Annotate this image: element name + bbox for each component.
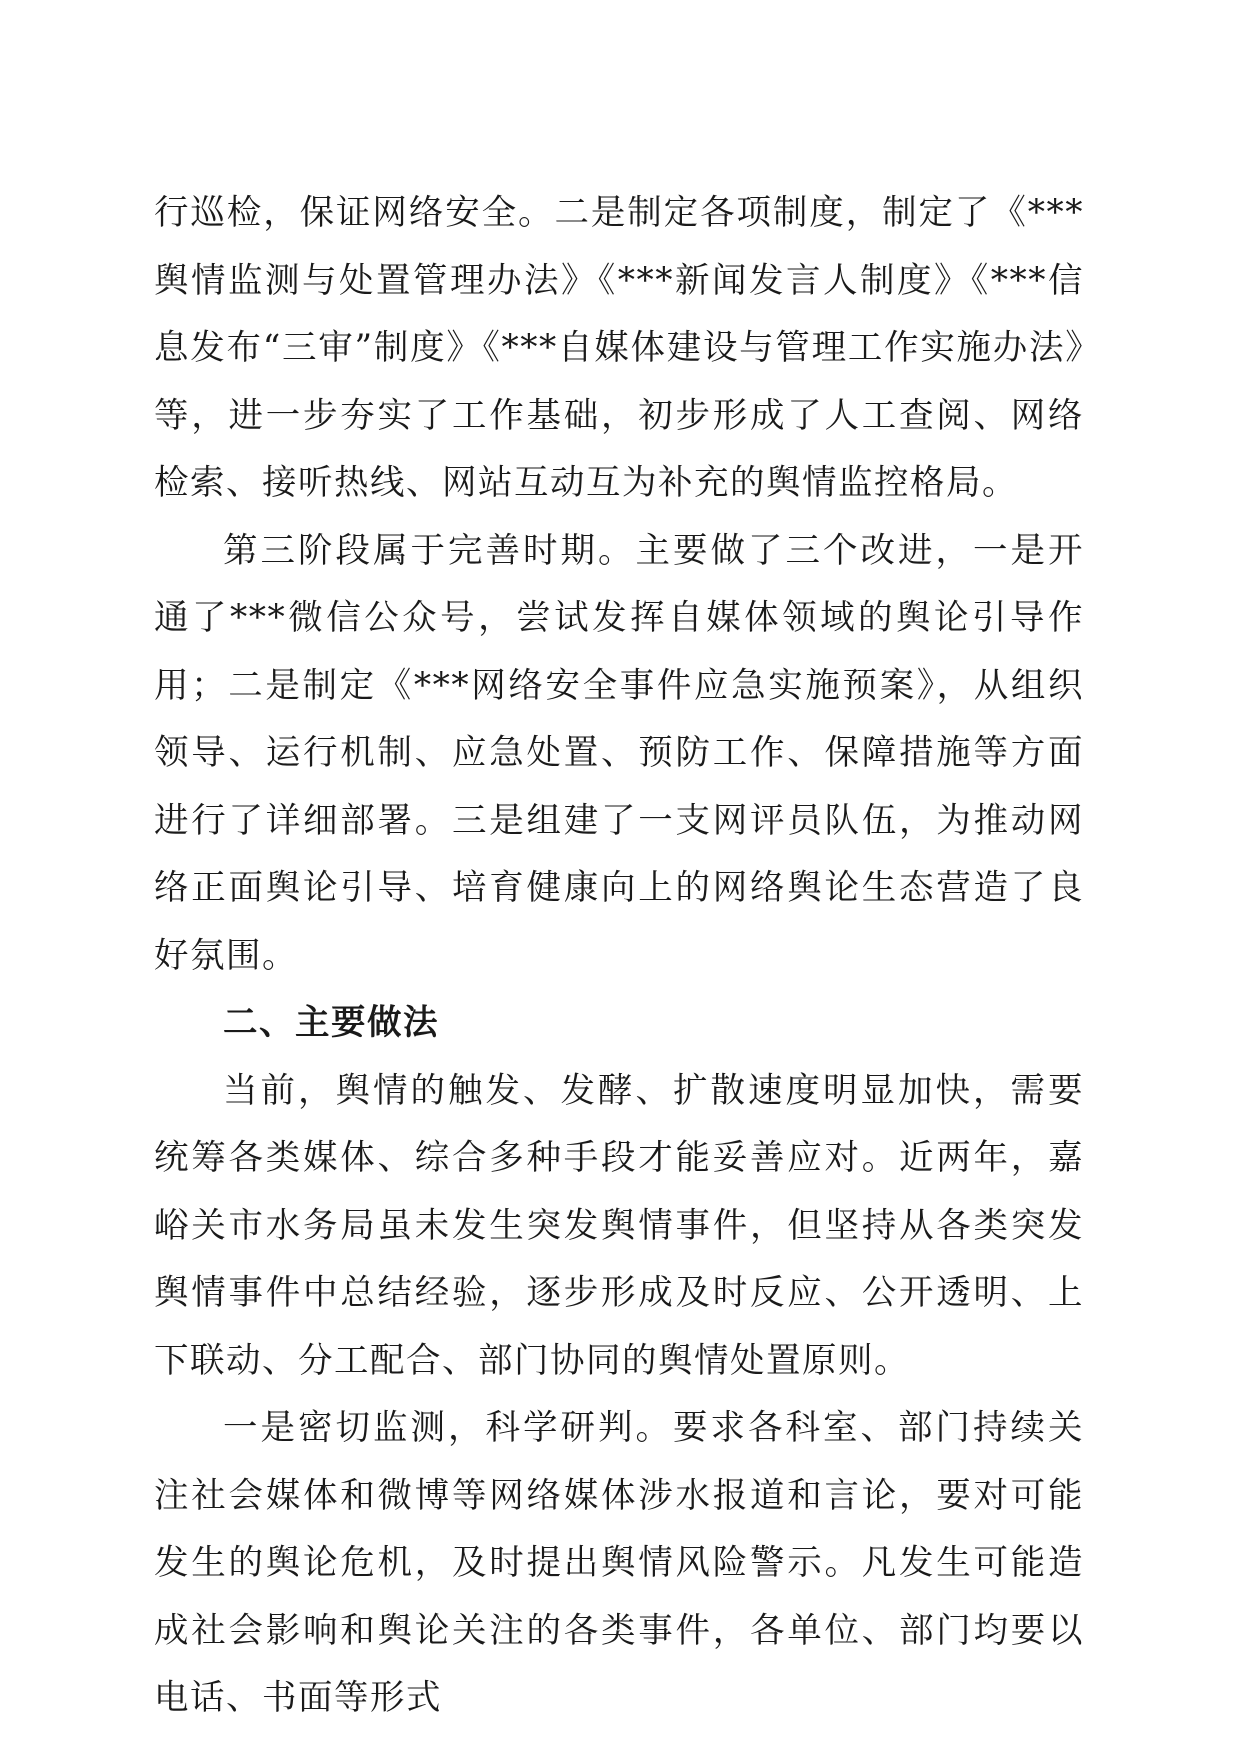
paragraph-third-stage: 第三阶段属于完善时期。主要做了三个改进，一是开通了***微信公众号，尝试发挥自媒体领域的舆论引导作用；二是制定《***网络安全事件应急实施预案》，从组织领导、运行机制、应急处置、预防工作、保障措施等方面进行了详细部署。三是组建了一支网评员队伍，为推动网络正面舆论引导、培育健康向上的网络舆论生态营造了良好氛围。 [154, 530, 1084, 976]
paragraph-monitoring: 一是密切监测，科学研判。要求各科室、部门持续关注社会媒体和微博等网络媒体涉水报道和言论，要对可能发生的舆论危机，及时提出舆情风险警示。凡发生可能造成社会影响和舆论关注的各类事件，各单位、部门均要以电话、书面等形式 [154, 1408, 1084, 1718]
section-heading: 二、主要做法 [223, 1003, 439, 1043]
paragraph-continuation: 行巡检，保证网络安全。二是制定各项制度，制定了《***舆情监测与处置管理办法》《***新闻发言人制度》《***信息发布“三审”制度》《***自媒体建设与管理工作实施办法》等，进一步夯实了工作基础，初步形成了人工查阅、网络检索、接听热线、网站互动互为补充的舆情监控格局。 [154, 193, 1084, 503]
paragraph-current-situation: 当前，舆情的触发、发酵、扩散速度明显加快，需要统筹各类媒体、综合多种手段才能妥善应对。近两年，嘉峪关市水务局虽未发生突发舆情事件，但坚持从各类突发舆情事件中总结经验，逐步形成及时反应、公开透明、上下联动、分工配合、部门协同的舆情处置原则。 [154, 1070, 1084, 1381]
document-body [154, 180, 1084, 1733]
